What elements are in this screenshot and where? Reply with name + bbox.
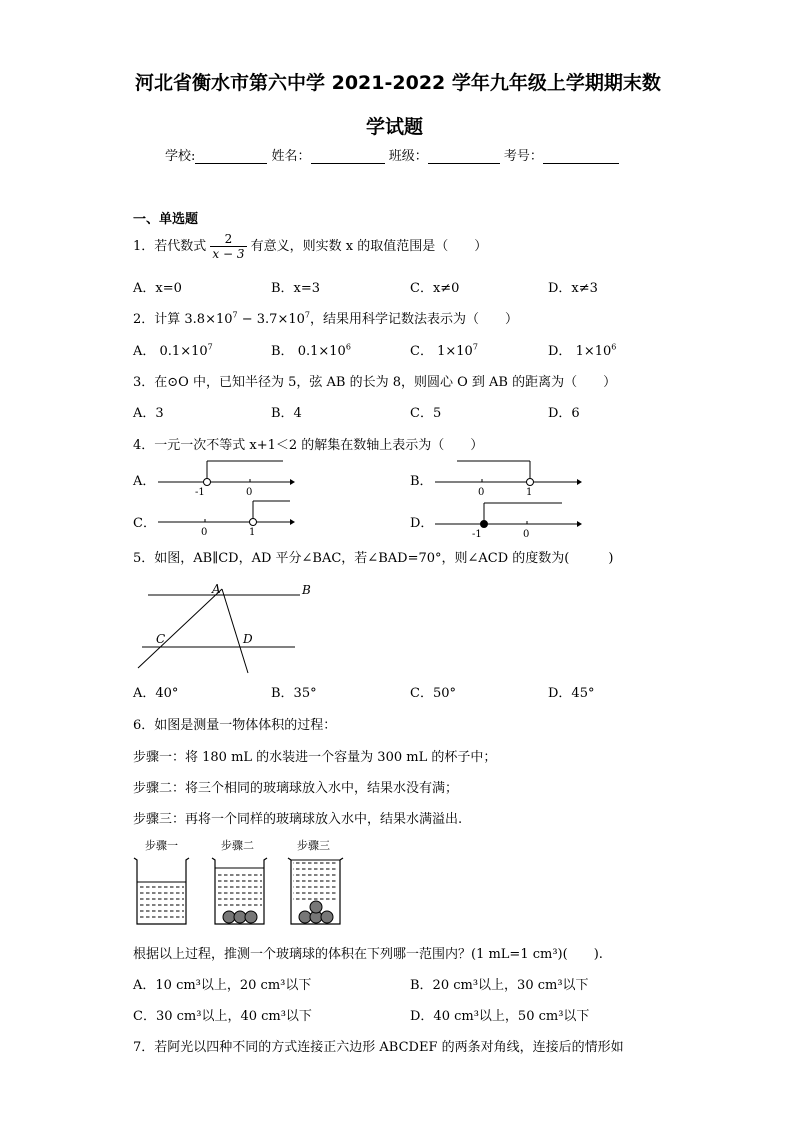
q2-option-a[interactable]: [133, 340, 213, 359]
name-label: 姓名：: [271, 149, 311, 164]
q2-b-base: 0.1×10: [297, 344, 346, 359]
cup-label-3: 步骤三: [297, 839, 330, 852]
school-label: 学校:: [165, 149, 196, 164]
q1-fraction: [210, 232, 246, 261]
q6-step-3: 步骤三：再将一个同样的玻璃球放入水中，结果水满溢出.: [133, 812, 463, 827]
q4b-label-0: 0: [478, 487, 485, 498]
q3-option-c[interactable]: C．5: [410, 406, 442, 421]
q6-option-c[interactable]: C．30 cm³以上，40 cm³以下: [133, 1009, 312, 1024]
q4-numberline-a[interactable]: [155, 458, 295, 498]
q3-option-b[interactable]: B．4: [271, 406, 302, 421]
q2-c-exp: 7: [472, 342, 478, 352]
question-3: 3．在⊙O 中，已知半径为 5，弦 AB 的长为 8，则圆心 O 到 AB 的距离为（ ）: [133, 375, 617, 390]
q6-cups-figure: [128, 836, 368, 931]
q1-numerator: 2: [210, 232, 246, 247]
q5-option-d[interactable]: D．45°: [548, 686, 595, 701]
question-2: [133, 308, 518, 327]
question-4: 4．一元一次不等式 x+1＜2 的解集在数轴上表示为（ ）: [133, 438, 484, 453]
q2-b-label: B．: [271, 344, 294, 359]
q4-option-b[interactable]: B．: [410, 474, 433, 489]
q1-option-c[interactable]: C．x≠0: [410, 281, 460, 296]
title-line-1: 河北省衡水市第六中学 2021-2022 学年九年级上学期期末数: [135, 72, 661, 94]
q2-stem-mid: − 3.7×10: [237, 312, 305, 327]
class-label: 班级：: [388, 149, 428, 164]
q2-c-base: 1×10: [437, 344, 473, 359]
q6-option-a[interactable]: A．10 cm³以上，20 cm³以下: [133, 978, 312, 993]
q5-option-b[interactable]: B．35°: [271, 686, 317, 701]
q5-option-a[interactable]: A．40°: [133, 686, 179, 701]
q5-label-a: A: [212, 582, 221, 596]
q4a-label-neg1: -1: [195, 487, 205, 498]
student-info-line: [165, 145, 619, 164]
number-label: 考号：: [503, 149, 543, 164]
q2-d-base: 1×10: [575, 344, 612, 359]
q4c-label-0: 0: [201, 527, 208, 538]
q1-stem-pre: 1．若代数式: [133, 239, 207, 254]
question-7: 7．若阿光以四种不同的方式连接正六边形 ABCDEF 的两条对角线，连接后的情形如: [133, 1040, 624, 1055]
q4-option-d[interactable]: D．: [410, 516, 434, 531]
question-6: 6．如图是测量一物体体积的过程：: [133, 718, 337, 733]
number-blank[interactable]: [543, 163, 619, 164]
q4d-label-0: 0: [523, 529, 530, 540]
q6-step-2: 步骤二：将三个相同的玻璃球放入水中，结果水没有满；: [133, 781, 459, 796]
q1-stem-post: 有意义，则实数 x 的取值范围是（ ）: [250, 239, 488, 254]
q6-question: 根据以上过程，推测一个玻璃球的体积在下列哪一范围内？(1 mL=1 cm³)( ).: [133, 947, 603, 962]
q4-numberline-d[interactable]: [432, 500, 582, 542]
q2-exp-1: 7: [232, 310, 238, 320]
q5-label-d: D: [243, 632, 253, 646]
q2-option-c[interactable]: [410, 340, 478, 359]
school-blank[interactable]: [195, 163, 267, 164]
q2-option-d[interactable]: [548, 340, 616, 359]
q2-a-base: 0.1×10: [159, 344, 208, 359]
q6-option-b[interactable]: B．20 cm³以上，30 cm³以下: [410, 978, 589, 993]
q2-a-label: A．: [133, 344, 156, 359]
q1-denominator: x − 3: [212, 247, 245, 261]
class-blank[interactable]: [428, 163, 500, 164]
q2-d-label: D．: [548, 344, 572, 359]
q1-option-d[interactable]: D．x≠3: [548, 281, 598, 296]
q2-d-exp: 6: [611, 342, 617, 352]
question-5: 5．如图，AB∥CD，AD 平分∠BAC，若∠BAD=70°，则∠ACD 的度数为( ): [133, 551, 614, 566]
q2-stem-pre: 2．计算 3.8×10: [133, 312, 233, 327]
q2-b-exp: 6: [345, 342, 351, 352]
name-blank[interactable]: [311, 163, 385, 164]
q4-option-c[interactable]: C．: [133, 516, 156, 531]
q4b-label-1: 1: [526, 487, 533, 498]
q5-figure: [130, 575, 330, 675]
q5-label-c: C: [156, 632, 166, 646]
q1-option-b[interactable]: B．x=3: [271, 281, 321, 296]
section-heading: 一、单选题: [133, 212, 199, 227]
question-1: [133, 232, 487, 261]
q5-label-b: B: [302, 583, 311, 597]
q4a-label-0: 0: [246, 487, 253, 498]
cup-label-1: 步骤一: [145, 839, 178, 852]
q2-option-b[interactable]: [271, 340, 351, 359]
q3-option-a[interactable]: A．3: [133, 406, 164, 421]
q2-exp-2: 7: [304, 310, 310, 320]
q4c-label-1: 1: [249, 527, 256, 538]
q5-option-c[interactable]: C．50°: [410, 686, 456, 701]
q4d-label-neg1: -1: [472, 529, 482, 540]
q2-a-exp: 7: [207, 342, 213, 352]
q1-option-a[interactable]: A．x=0: [133, 281, 182, 296]
q4-numberline-b[interactable]: [432, 458, 582, 498]
title-line-2: 学试题: [366, 116, 424, 138]
cup-label-2: 步骤二: [221, 839, 254, 852]
q2-stem-post: ，结果用科学记数法表示为（ ）: [309, 312, 518, 327]
q6-step-1: 步骤一：将 180 mL 的水装进一个容量为 300 mL 的杯子中；: [133, 750, 497, 765]
q4-numberline-c[interactable]: [155, 498, 295, 540]
q6-option-d[interactable]: D．40 cm³以上，50 cm³以下: [410, 1009, 590, 1024]
q2-c-label: C．: [410, 344, 433, 359]
q3-option-d[interactable]: D．6: [548, 406, 580, 421]
q4-option-a[interactable]: A．: [133, 474, 156, 489]
